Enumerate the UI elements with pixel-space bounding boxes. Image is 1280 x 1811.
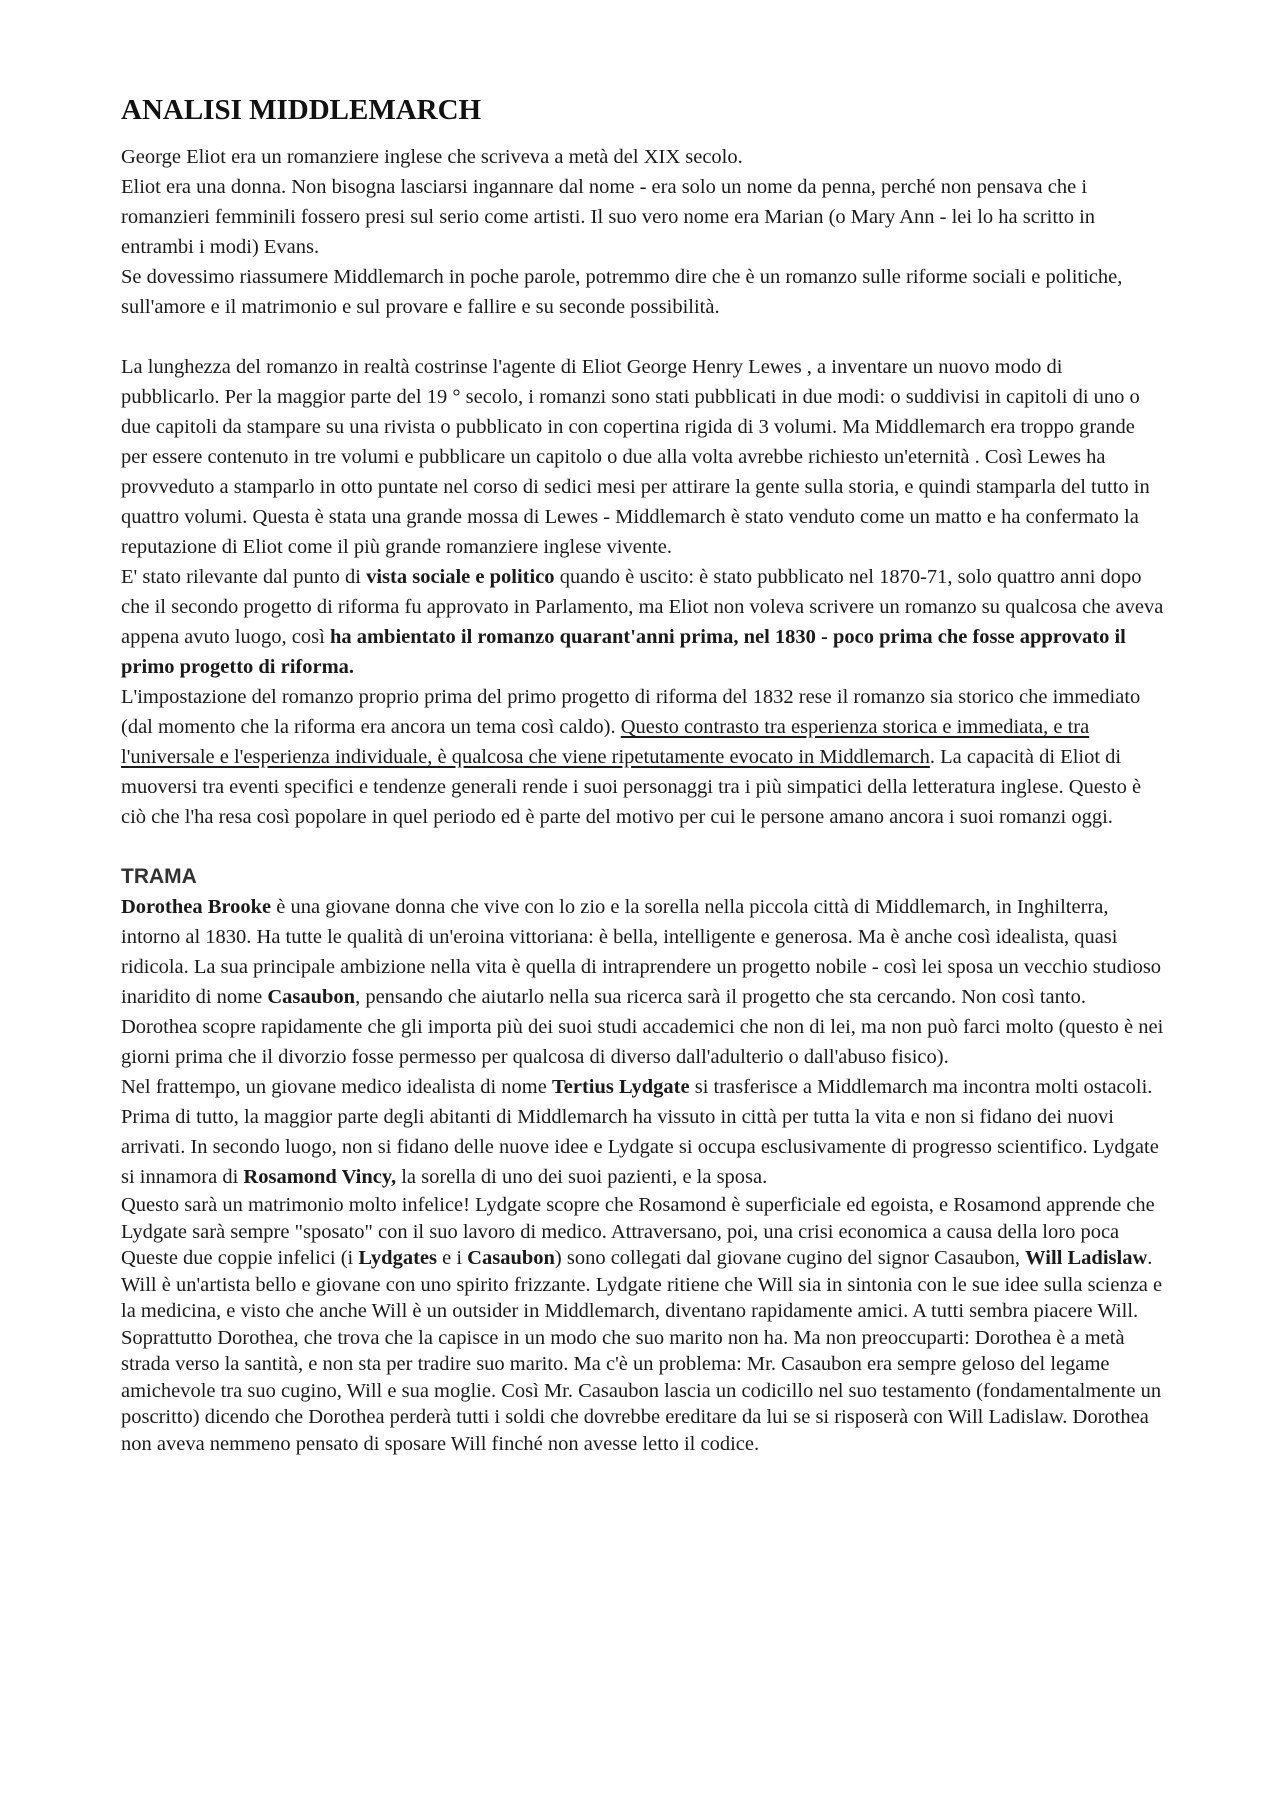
bold-phrase: Will Ladislaw xyxy=(1025,1247,1148,1269)
text-run: e i xyxy=(436,1247,468,1269)
trama-paragraph-4 xyxy=(121,1245,1166,1457)
intro-paragraph-1: George Eliot era un romanziere inglese che scriveva a metà del XIX secolo. xyxy=(121,146,743,168)
text-run: , pensando che aiutarlo nella sua ricerca sarà il progetto che sta cercando. Non così tanto. Dorothea scopre rapidamente che gli importa più dei suoi studi accademici che non di lei, ma non può farci molto (questo è nei giorni prima che il divorzio fosse permesso per qualcosa di diverso dall'adulterio o dall'abuso fisico). xyxy=(121,986,1164,1068)
text-run: E' stato rilevante dal punto di xyxy=(121,566,367,588)
text-run: . La capacità di Eliot di muoversi tra eventi specifici e tendenze generali rende i suoi personaggi tra i più simpatici della letteratura inglese. Questo è ciò che l'ha resa così popolare in quel periodo ed è parte del motivo per cui le persone amano ancora i suoi romanzi oggi. xyxy=(121,746,1142,828)
text-run: è una giovane donna che vive con lo zio e la sorella nella piccola città di Middlemarch, in Inghilterra, intorno al 1830. Ha tutte le qualità di un'eroina vittoriana: è bella, intelligente e generosa. Ma è anche così idealista, quasi ridicola. La sua principale ambizione nella vita è quella di intraprendere un progetto nobile - così lei sposa un vecchio studioso inaridito di nome xyxy=(121,896,1162,1008)
text-run: quando è uscito: è stato pubblicato nel 1870-71, solo quattro anni dopo che il secondo progetto di riforma fu approvato in Parlamento, ma Eliot non voleva scrivere un romanzo su qualcosa che aveva appena avuto luogo, così xyxy=(121,566,1164,648)
bold-phrase: Rosamond Vincy, xyxy=(243,1166,397,1188)
text-run: la sorella di uno dei suoi pazienti, e la sposa. xyxy=(396,1166,768,1188)
publication-paragraph-1: La lunghezza del romanzo in realtà costrinse l'agente di Eliot George Henry Lewes , a inventare un nuovo modo di pubblicarlo. Per la maggior parte del 19 ° secolo, i romanzi sono stati pubblicati in due modi: o suddivisi in capitoli di uno o due capitoli da stampare su una rivista o pubblicato in con copertina rigida di 3 volumi. Ma Middlemarch era troppo grande per essere contenuto in tre volumi e pubblicare un capitolo o due alla volta avrebbe richiesto un'eternità . Così Lewes ha provveduto a stamparlo in otto puntate nel corso di sedici mesi per attirare la gente sulla storia, e quindi stamparla del tutto in quattro volumi. Questa è stata una grande mossa di Lewes - Middlemarch è stato venduto come un matto e ha confermato la reputazione di Eliot come il più grande romanziere inglese vivente. xyxy=(121,356,1150,558)
trama-paragraph-1 xyxy=(121,892,1166,1072)
trama-paragraph-2 xyxy=(121,1072,1166,1192)
bold-phrase: Dorothea Brooke xyxy=(121,896,272,918)
bold-phrase: Tertius Lydgate xyxy=(551,1076,690,1098)
intro-paragraph-2: Eliot era una donna. Non bisogna lasciarsi ingannare dal nome - era solo un nome da penna, perché non pensava che i romanzieri femminili fossero presi sul serio come artisti. Il suo vero nome era Marian (o Mary Ann - lei lo ha scritto in entrambi i modi) Evans. xyxy=(121,176,1096,258)
text-run: Nel frattempo, un giovane medico idealista di nome xyxy=(121,1076,552,1098)
text-run: Queste due coppie infelici (i xyxy=(121,1247,359,1269)
section-heading-trama: TRAMA xyxy=(121,865,197,888)
underlined-phrase: Questo contrasto tra esperienza storica e immediata, e tra l'universale e l'esperienza individuale, è qualcosa che viene ripetutamente evocato in Middlemarch xyxy=(121,716,1090,768)
intro-paragraph-3: Se dovessimo riassumere Middlemarch in poche parole, potremmo dire che è un romanzo sulle riforme sociali e politiche, sull'amore e il matrimonio e sul provare e fallire e su seconde possibilità. xyxy=(121,266,1123,318)
text-run: . Will è un'artista bello e giovane con uno spirito frizzante. Lydgate ritiene che Will sia in sintonia con le sue idee sulla scienza e la medicina, e visto che anche Will è un outsider in Middlemarch, diventano rapidamente amici. A tutti sembra piacere Will. Soprattutto Dorothea, che trova che la capisce in un modo che suo marito non ha. Ma non preoccuparti: Dorothea è a metà strada verso la santità, e non sta per tradire suo marito. Ma c'è un problema: Mr. Casaubon era sempre geloso del legame amichevole tra suo cugino, Will e sua moglie. Così Mr. Casaubon lascia un codicillo nel suo testamento (fondamentalmente un poscritto) dicendo che Dorothea perderà tutti i soldi che dovrebbe ereditare da lui se si risposerà con Will Ladislaw. Dorothea non aveva nemmeno pensato di sposare Will finché non avesse letto il codice. xyxy=(121,1247,1163,1455)
publication-paragraph-2 xyxy=(121,562,1166,682)
text-run: L'impostazione del romanzo proprio prima del primo progetto di riforma del 1832 rese il romanzo sia storico che immediato (dal momento che la riforma era ancora un tema così caldo). xyxy=(121,686,1141,738)
dense-section xyxy=(121,1192,1166,1457)
text-run: si trasferisce a Middlemarch ma incontra molti ostacoli. Prima di tutto, la maggior parte degli abitanti di Middlemarch ha vissuto in città per tutta la vita e non si fidano dei nuovi arrivati. In secondo luogo, non si fidano delle nuove idee e Lydgate si occupa esclusivamente di progresso scientifico. Lydgate si innamora di xyxy=(121,1076,1159,1188)
trama-paragraph-3: Questo sarà un matrimonio molto infelice! Lydgate scopre che Rosamond è superficiale ed egoista, e Rosamond apprende che Lydgate sarà sempre "sposato" con il suo lavoro di medico. Attraversano, poi, una crisi economica a causa della loro poca xyxy=(121,1194,1155,1243)
publication-paragraph-3 xyxy=(121,682,1166,832)
bold-phrase: Lydgates xyxy=(358,1247,437,1269)
spacer xyxy=(121,832,1166,862)
bold-phrase: vista sociale e politico xyxy=(366,566,555,588)
document-title: ANALISI MIDDLEMARCH xyxy=(121,94,482,126)
text-run: ) sono collegati dal giovane cugino del signor Casaubon, xyxy=(554,1247,1026,1269)
bold-phrase: ha ambientato il romanzo quarant'anni prima, nel 1830 - poco prima che fosse approvato il primo progetto di riforma. xyxy=(121,626,1126,678)
document-body xyxy=(121,92,1166,1457)
spacer xyxy=(121,322,1166,352)
bold-phrase: Casaubon xyxy=(267,986,356,1008)
bold-phrase: Casaubon xyxy=(467,1247,555,1269)
